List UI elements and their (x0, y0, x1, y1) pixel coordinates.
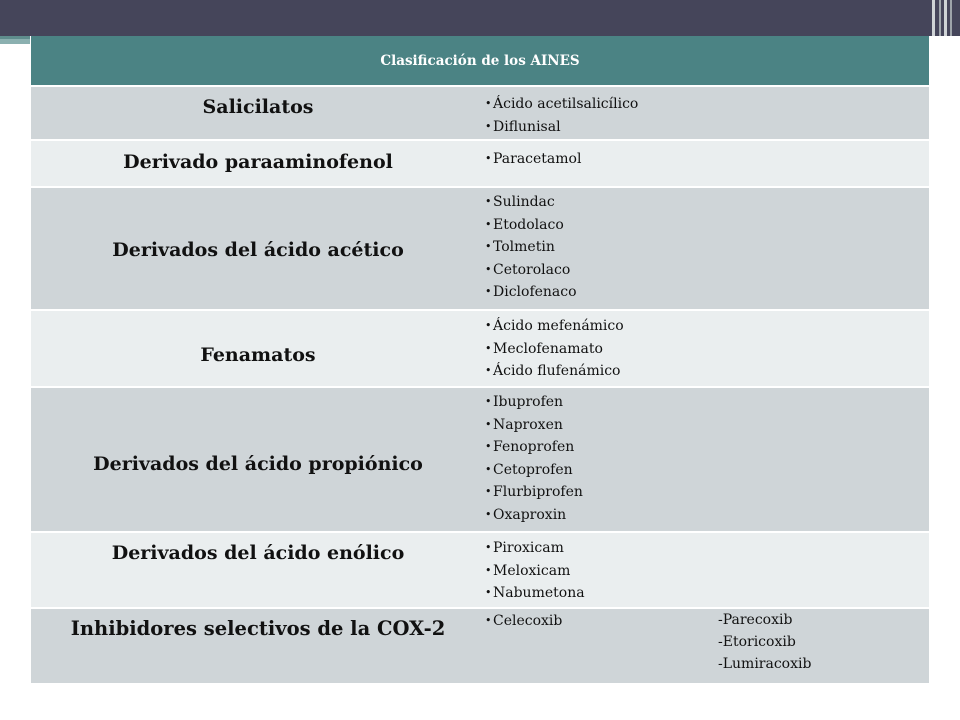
drug-item: • Ácido mefenámico (485, 315, 929, 338)
table-row (31, 139, 929, 186)
category-cell: Derivados del ácido acético (112, 238, 404, 261)
table-row (31, 85, 929, 139)
drug-item: • Ácido acetilsalicílico (485, 93, 929, 116)
drug-item: • Sulindac (485, 191, 929, 214)
category-cell: Derivado paraaminofenol (123, 150, 393, 173)
category-cell: Derivados del ácido enólico (111, 542, 405, 564)
drug-item: • Cetorolaco (485, 259, 929, 282)
drug-item-extra: -Lumiracoxib (718, 656, 812, 672)
drugs-cell (485, 311, 929, 386)
table-row (31, 607, 929, 683)
drug-item: • Meclofenamato (485, 338, 929, 361)
table-row (31, 386, 929, 531)
drug-item: • Tolmetin (485, 236, 929, 259)
top-bar (0, 0, 960, 36)
aines-table (31, 36, 929, 683)
decor-line (950, 0, 952, 36)
drug-item: • Flurbiprofen (485, 481, 929, 504)
drug-item-extra: -Parecoxib (718, 612, 793, 628)
drug-item-extra: -Etoricoxib (718, 634, 796, 650)
drug-item: • Diclofenaco (485, 281, 929, 304)
drug-item: • Cetoprofen (485, 459, 929, 482)
table-title: Clasificación de los AINES (380, 52, 580, 69)
drugs-cell (485, 141, 929, 186)
drug-item: • Meloxicam (485, 560, 929, 583)
drug-item: • Paracetamol (485, 148, 929, 171)
decor-line (939, 0, 941, 36)
accent-stripe-dark (0, 36, 30, 39)
table-row (31, 309, 929, 386)
drug-item: • Etodolaco (485, 214, 929, 237)
drug-item: • Ácido flufenámico (485, 360, 929, 383)
category-cell: Salicilatos (202, 96, 314, 118)
drug-item: • Oxaproxin (485, 504, 929, 527)
drug-item: • Nabumetona (485, 582, 929, 605)
table-header (31, 36, 929, 85)
category-cell: Fenamatos (200, 343, 316, 366)
drug-item: • Piroxicam (485, 537, 929, 560)
drugs-cell (485, 188, 929, 309)
drugs-cell (485, 388, 929, 531)
drug-item: • Celecoxib (485, 610, 929, 633)
drug-item: • Diflunisal (485, 116, 929, 139)
drug-item: • Naproxen (485, 414, 929, 437)
category-cell: Derivados del ácido propiónico (93, 453, 423, 475)
category-cell: Inhibidores selectivos de la COX-2 (70, 616, 446, 640)
table-row (31, 531, 929, 607)
drugs-cell (485, 87, 929, 139)
table-row (31, 186, 929, 309)
drug-item: • Fenoprofen (485, 436, 929, 459)
decor-line (944, 0, 947, 36)
decor-line (932, 0, 935, 36)
drugs-cell (485, 609, 929, 683)
drugs-cell (485, 533, 929, 607)
drug-item: • Ibuprofen (485, 391, 929, 414)
